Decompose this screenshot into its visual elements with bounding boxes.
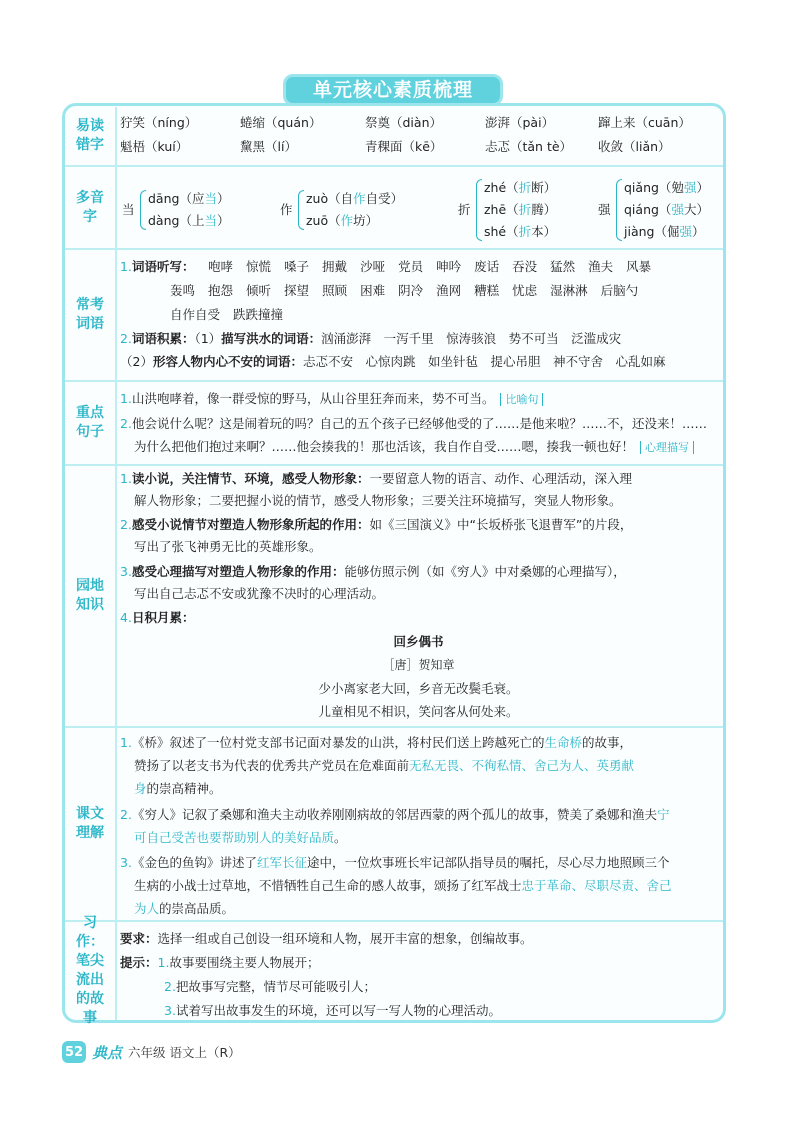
poly-brace	[298, 190, 304, 230]
vocab-word: 湿淋淋	[550, 283, 588, 298]
poly-brace	[616, 179, 622, 241]
grade-label: 六年级 语文上（R）	[128, 1045, 241, 1060]
poly-pinyin: dàng（	[148, 212, 192, 228]
vocab-word: 跌跌撞撞	[233, 307, 284, 322]
garden-3b: 写出自己忐忑不安或犹豫不决时的心理活动。	[134, 586, 385, 601]
vocab-row-3	[170, 304, 296, 326]
poly-highlight: 折	[518, 179, 532, 195]
section-label: 课文理解	[65, 728, 117, 920]
poly-brace	[476, 179, 482, 241]
sentence-2b: 为什么把他们抱过来啊？……他会揍我的！那也活该，我自作自受……嗯，揍我一顿也好！ 心理描写	[134, 436, 694, 459]
poly-char: 强	[598, 201, 611, 217]
poly-word: 大）	[683, 201, 709, 217]
poly-char: 作	[280, 201, 293, 217]
poly-pinyin: zhé（	[484, 179, 519, 195]
garden-1b: 解人物形象；二要把握小说的情节，感受人物形象；三要关注环境描写，突显人物形象。	[134, 493, 622, 508]
poem-title: 回乡偶书	[393, 634, 444, 649]
vocab-word: 照顾	[322, 283, 348, 298]
poly-word: ）	[216, 190, 230, 206]
garden-content	[120, 466, 717, 726]
writing-tip-2: 2.把故事写完整，情节尽可能吸引人；	[164, 979, 376, 994]
text-3a: 3.《金色的鱼钩》讲述了红军长征途中，一位炊事班长牢记部队指导员的嘱托，尽心尽力地照顾三个	[120, 855, 670, 870]
vocab-word: 渔夫	[588, 259, 614, 274]
text-1c: 身的崇高精神。	[134, 781, 222, 796]
easy-word: 收敛（liǎn）	[598, 139, 671, 154]
poly-reading	[624, 200, 709, 218]
sentence-2a: 2.他会说什么呢？这是闹着玩的吗？自己的五个孩子已经够他受的了……是他来啦？……不，还没来！……	[120, 416, 707, 431]
vocab-word: 糟糕	[474, 283, 500, 298]
section-polyphonic	[65, 167, 723, 250]
poly-word: 坊）	[353, 212, 379, 228]
easy-word: 忐忑（tǎn tè）	[485, 139, 573, 154]
poly-highlight: 当	[204, 212, 217, 228]
poly-word: 自受）	[365, 190, 404, 206]
section-label: 易读错字	[65, 107, 117, 165]
page-title: 单元核心素质梳理	[283, 74, 503, 106]
poly-word: 断）	[531, 179, 557, 195]
easy-word: 狞笑（níng）	[120, 115, 198, 130]
poly-char: 折	[458, 201, 471, 217]
easy-word: 蹿上来（cuān）	[598, 115, 691, 130]
garden-2b: 写出了张飞神勇无比的英雄形象。	[134, 539, 322, 554]
poly-highlight: 当	[204, 190, 217, 206]
section-writing	[65, 915, 723, 1026]
texts-content	[120, 728, 717, 920]
text-2a: 2.《穷人》记叙了桑娜和渔夫主动收养刚刚病故的邻居西蒙的两个孤儿的故事，赞美了桑娜和渔夫宁	[120, 807, 670, 822]
garden-1a: 1.读小说，关注情节、环境，感受人物形象：一要留意人物的语言、动作、心理活动，深入理	[120, 471, 632, 486]
poly-word: 倔	[666, 223, 680, 239]
vocab-word: 党员	[398, 259, 424, 274]
poly-pinyin: qiǎng（	[624, 179, 672, 195]
vocab-word: 探望	[284, 283, 310, 298]
text-2b: 可自己受苦也要帮助别人的美好品质。	[134, 830, 347, 845]
vocab-word: 嗓子	[284, 259, 310, 274]
garden-2a: 2.感受小说情节对塑造人物形象所起的作用：如《三国演义》中“长坂桥张飞退曹军”的片段，	[120, 517, 633, 532]
vocab-line-1: 1.词语听写：	[120, 259, 195, 274]
poly-pinyin: dāng（	[148, 190, 192, 206]
vocab-word: 轰鸣	[170, 283, 196, 298]
poly-highlight: 强	[683, 179, 697, 195]
vocab-line-3: （2）形容人物内心不安的词语：忐忑不安 心惊肉跳 如坐针毡 提心吊胆 神不守舍 心乱如麻	[120, 354, 666, 369]
vocab-row-2	[170, 280, 651, 302]
poly-highlight: 强	[679, 223, 692, 239]
poly-pinyin: jiàng（	[624, 223, 667, 239]
poly-reading	[484, 222, 556, 240]
vocab-word: 咆哮	[208, 259, 234, 274]
section-label: 园地知识	[65, 466, 117, 726]
garden-3a: 3.感受心理描写对塑造人物形象的作用：能够仿照示例（如《穷人》中对桑娜的心理描写），	[120, 564, 626, 579]
easy-word: 祭奠（diàn）	[365, 115, 442, 130]
poly-highlight: 作	[353, 190, 366, 206]
page-footer	[62, 1040, 241, 1064]
poly-pinyin: zuò（	[306, 190, 341, 206]
poly-reading	[148, 189, 230, 207]
vocab-word: 废话	[474, 259, 500, 274]
easy-word: 蜷缩（quán）	[240, 115, 322, 130]
writing-content	[120, 922, 717, 1020]
section-vocab	[65, 250, 723, 382]
section-label: 常考词语	[65, 250, 117, 380]
vocab-content	[120, 250, 717, 380]
writing-tip-1: 提示：1.故事要围绕主要人物展开；	[120, 955, 320, 970]
writing-tip-3: 3.试着写出故事发生的环境，还可以写一写人物的心理活动。	[164, 1003, 501, 1018]
tag-psychology: 心理描写	[640, 441, 694, 454]
poly-word: ）	[692, 223, 705, 239]
poly-word: ）	[696, 179, 709, 195]
poly-highlight: 折	[518, 201, 532, 217]
poly-word: 自	[340, 190, 354, 206]
poly-pinyin: zuō（	[306, 212, 341, 228]
text-1a: 1.《桥》叙述了一位村党支部书记面对暴发的山洪，将村民们送上跨越死亡的生命桥的故事，	[120, 735, 632, 750]
poly-brace	[140, 190, 146, 230]
section-label: 习作：笔尖流出的故事	[65, 922, 117, 1020]
vocab-word: 忧虑	[512, 283, 538, 298]
poly-highlight: 折	[518, 223, 532, 239]
poem-author: ［唐］贺知章	[382, 658, 455, 672]
section-label: 重点句子	[65, 382, 117, 464]
poly-highlight: 强	[671, 201, 684, 217]
vocab-word: 渔网	[436, 283, 462, 298]
vocab-line-2: 2.词语积累：（1）描写洪水的词语：汹涌澎湃 一泻千里 惊涛骇浪 势不可当 泛滥成灾	[120, 331, 622, 346]
vocab-word: 阴冷	[398, 283, 424, 298]
poly-reading	[148, 211, 230, 229]
poly-char: 当	[122, 201, 135, 217]
poly-reading	[624, 178, 709, 196]
poem-line-2: 儿童相见不相识，笑问客从何处来。	[318, 704, 519, 719]
poly-word: 腾）	[531, 201, 557, 217]
poly-word: ）	[216, 212, 230, 228]
poly-word: 应	[191, 190, 205, 206]
poly-reading	[484, 178, 556, 196]
vocab-word: 后脑勺	[600, 283, 639, 298]
writing-requirement: 要求：选择一组或自己创设一组环境和人物，展开丰富的想象，创编故事。	[120, 931, 533, 946]
polyphonic-groups	[120, 167, 717, 248]
poly-reading	[306, 189, 403, 207]
section-text-understanding	[65, 728, 723, 922]
text-3b: 生病的小战士过草地，不惜牺牲自己生命的感人故事，颂扬了红军战士忠于革命、尽职尽责、舍己	[134, 878, 672, 893]
vocab-word: 困难	[360, 283, 386, 298]
poly-reading	[624, 222, 705, 240]
poly-pinyin: shé（	[484, 223, 519, 239]
poly-pinyin: zhē（	[484, 201, 519, 217]
section-easy-misread	[65, 107, 723, 167]
garden-4: 4.日积月累：	[120, 610, 195, 625]
vocab-word: 自作自受	[170, 307, 221, 322]
poly-pinyin: qiáng（	[624, 201, 672, 217]
easy-word: 黧黑（lí）	[240, 139, 297, 154]
vocab-word: 惊慌	[246, 259, 272, 274]
vocab-word: 拥戴	[322, 259, 348, 274]
vocab-word: 呻吟	[436, 259, 462, 274]
section-key-sentences	[65, 382, 723, 466]
easy-word: 魁梧（kuí）	[120, 139, 189, 154]
sentence-1: 1.山洪咆哮着，像一群受惊的野马，从山谷里狂奔而来，势不可当。 比喻句	[120, 388, 543, 411]
poly-word: 勉	[671, 179, 684, 195]
sentences-content	[120, 382, 717, 464]
tag-simile: 比喻句	[500, 393, 543, 406]
poly-highlight: 作	[340, 212, 354, 228]
text-1b: 赞扬了以老支书为代表的优秀共产党员在危难面前无私无畏、不徇私情、舍己为人、英勇献	[134, 758, 635, 773]
easy-words	[120, 107, 717, 165]
vocab-word: 倾听	[246, 283, 272, 298]
brand-logo: 典点	[92, 1043, 123, 1062]
vocab-word: 吞没	[512, 259, 538, 274]
poly-reading	[306, 211, 378, 229]
text-3c: 为人的崇高品质。	[134, 901, 235, 916]
vocab-word: 猛然	[550, 259, 576, 274]
vocab-word: 沙哑	[360, 259, 386, 274]
poly-word: 上	[191, 212, 205, 228]
section-label: 多音字	[65, 167, 117, 248]
vocab-word: 风暴	[626, 259, 652, 274]
page-number: 52	[62, 1041, 86, 1063]
poem-line-1: 少小离家老大回，乡音无改鬓毛衰。	[318, 681, 519, 696]
vocab-word: 抱怨	[208, 283, 234, 298]
easy-word: 澎湃（pài）	[485, 115, 555, 130]
section-garden	[65, 466, 723, 728]
poly-word: 本）	[531, 223, 557, 239]
easy-word: 青稞面（kē）	[365, 139, 443, 154]
poly-reading	[484, 200, 556, 218]
vocab-row-1	[208, 256, 664, 278]
